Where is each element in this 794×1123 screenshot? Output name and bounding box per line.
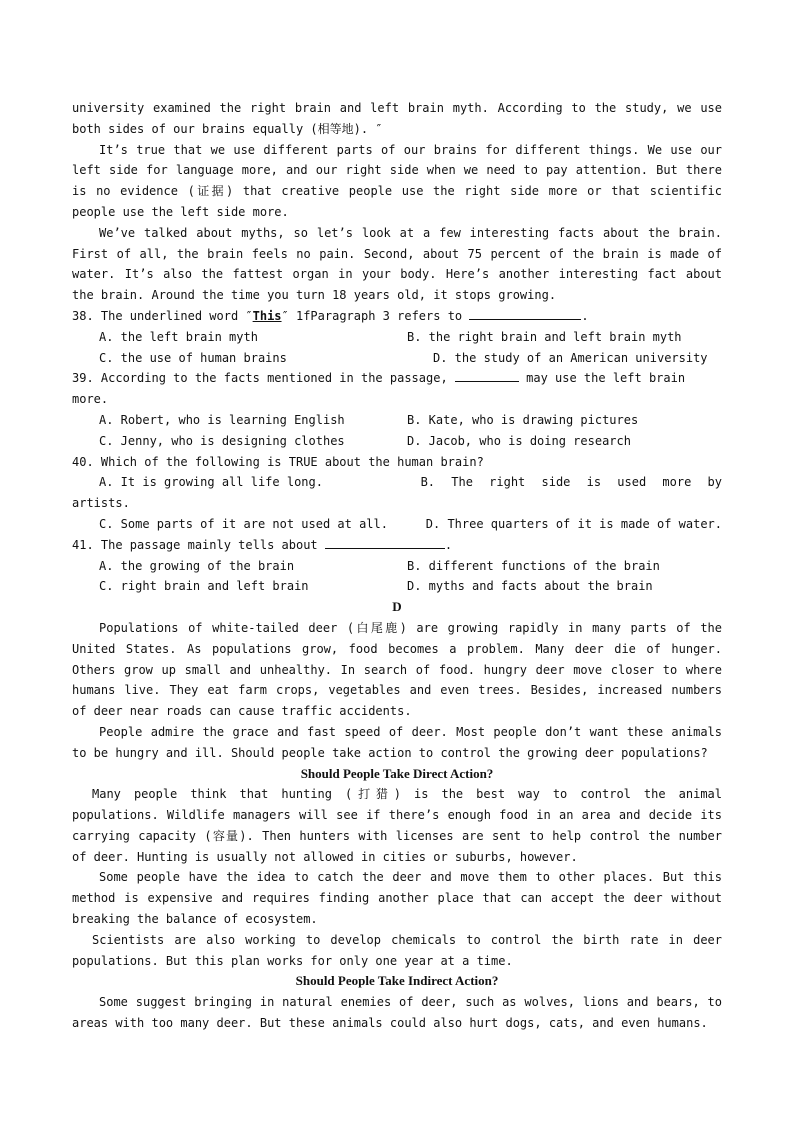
question-38-options [72,327,722,369]
option-39-d[interactable]: D. Jacob, who is doing research [407,433,631,448]
option-39-c[interactable]: C. Jenny, who is designing clothes [99,433,345,448]
option-38-a[interactable]: A. the left brain myth [99,329,258,344]
answer-blank-39[interactable] [455,369,519,382]
passage-d-paragraph-6: Some suggest bringing in natural enemies of deer, such as wolves, lions and bears, to areas with too many deer. But these animals could also hurt dogs, cats, and even humans. [72,995,722,1031]
passage-d-paragraph-5: Scientists are also working to develop chemicals to control the birth rate in deer populations. But this plan works for only one year at a time. [72,932,722,968]
option-41-d[interactable]: D. myths and facts about the brain [407,579,653,594]
question-41-stem: 41. The passage mainly tells about . [72,537,453,552]
option-38-c[interactable]: C. the use of human brains [99,350,287,365]
option-41-b[interactable]: B. different functions of the brain [407,558,660,573]
passage-d-paragraph-2: People admire the grace and fast speed of deer. Most people don’t want these animals to be hungry and ill. Should people take action to control the growing deer populations? [72,724,722,760]
option-39-b[interactable]: B. Kate, who is drawing pictures [407,412,639,427]
option-40-c[interactable]: C. Some parts of it are not used at all. [99,516,388,531]
question-40-row-2 [72,514,722,535]
option-38-d[interactable]: D. the study of an American university [433,350,708,365]
question-38-stem: 38. The underlined word ″This″ 1fParagraph 3 refers to . [72,308,589,323]
question-40-stem: 40. Which of the following is TRUE about the human brain? [72,454,484,469]
answer-blank-38[interactable] [469,307,581,320]
option-40-a[interactable]: A. It is growing all life long. [99,475,323,490]
question-39-stem: 39. According to the facts mentioned in the passage, may use the left brain more. [72,371,686,407]
question-40-row-1 [72,472,722,493]
passage-c-paragraph-0: university examined the right brain and left brain myth. According to the study, we use both sides of our brains equally (相等地). ″ [72,101,722,136]
passage-d-paragraph-3: Many people think that hunting (打猎) is the best way to control the animal populations. Wildlife managers will see if there’s enough food in an area and decide its carrying capacity (容量). Then hunters with licenses are sent to help control the number of deer. Hunting is usually not allowed in cities or suburbs, however. [72,787,722,864]
passage-d-paragraph-1: Populations of white-tailed deer (白尾鹿) are growing rapidly in many parts of the United States. As populations grow, food becomes a problem. Many deer die of hunger. Others grow up small and unhealthy. In search of food. hungry deer move closer to where humans live. They eat farm crops, vegetables and even trees. Besides, increased numbers of deer near roads can cause traffic accidents. [72,620,722,719]
option-39-a[interactable]: A. Robert, who is learning English [99,412,345,427]
question-41-options [72,556,722,598]
section-heading-indirect-action: Should People Take Indirect Action? [295,973,499,989]
question-39-options [72,410,722,452]
option-41-a[interactable]: A. the growing of the brain [99,558,295,573]
exam-page [72,98,722,1034]
option-40-b[interactable]: B. The right side is used more by [420,475,722,490]
option-41-c[interactable]: C. right brain and left brain [99,579,309,594]
passage-c-paragraph-2: We’ve talked about myths, so let’s look at a few interesting facts about the brain. First of all, the brain feels no pain. Second, about 75 percent of the brain is made of water. It’s also the fattest organ in your body. Here’s another interesting fact about the brain. Around the time you turn 18 years old, it stops growing. [72,225,722,303]
passage-c-paragraph-1: It’s true that we use different parts of our brains for different things. We use our left side for language more, and our right side when we need to pay attention. But there is no evidence (证据) that creative people use the right side more or that scientific people use the left side more. [72,142,722,219]
option-38-b[interactable]: B. the right brain and left brain myth [407,329,682,344]
underlined-word: This [252,308,282,323]
option-40-d[interactable]: D. Three quarters of it is made of water. [425,516,722,531]
passage-d-paragraph-4: Some people have the idea to catch the deer and move them to other places. But this method is expensive and requires finding another place that can accept the deer without breaking the balance of ecosystem. [72,870,722,927]
passage-d-label: D [392,599,402,615]
option-40-b-continued: artists. [72,496,130,511]
section-heading-direct-action: Should People Take Direct Action? [300,765,494,781]
answer-blank-41[interactable] [325,536,445,549]
